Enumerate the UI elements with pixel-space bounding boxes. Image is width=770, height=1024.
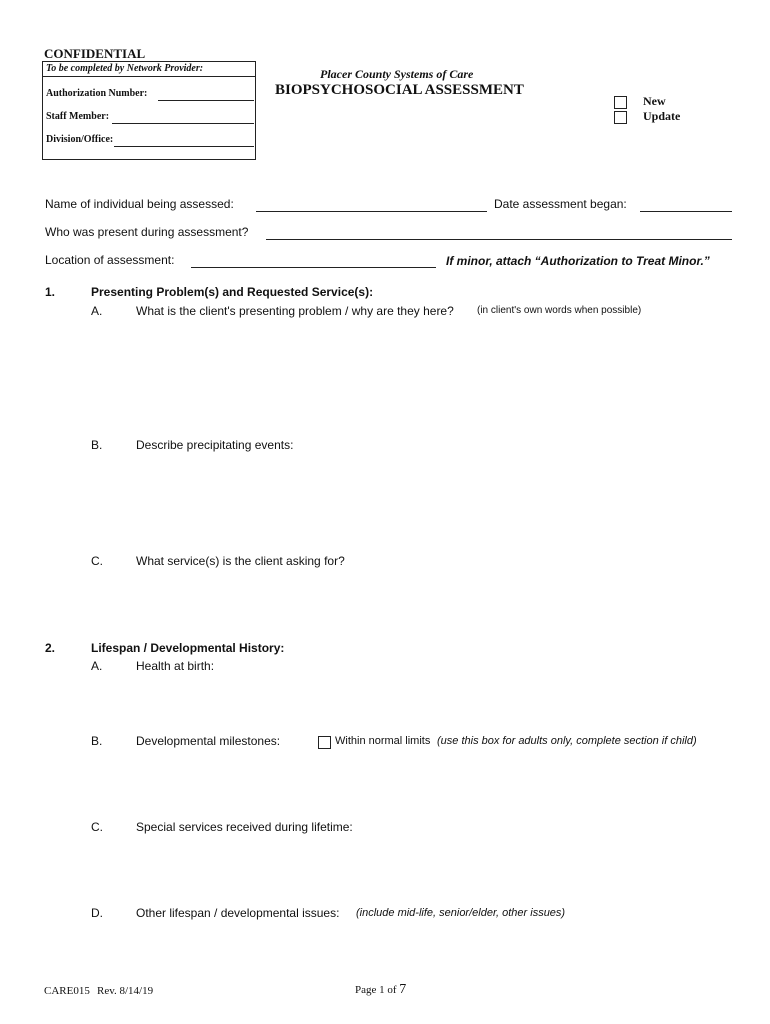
presenting-problem-note: (in client's own words when possible): [477, 305, 642, 316]
section-2-title: Lifespan / Developmental History:: [91, 641, 285, 655]
confidential-label: CONFIDENTIAL: [44, 46, 146, 61]
other-lifespan-issues-question: Other lifespan / developmental issues:: [136, 906, 340, 920]
other-lifespan-issues-note: (include mid-life, senior/elder, other issues): [356, 907, 566, 919]
within-normal-limits-label: Within normal limits: [335, 735, 431, 747]
section-2-number: 2.: [45, 641, 56, 655]
staff-member-label: Staff Member:: [46, 111, 110, 122]
presenting-problem-question: What is the client's presenting problem / why are they here?: [136, 304, 454, 318]
requested-services-question: What service(s) is the client asking for?: [136, 554, 345, 568]
developmental-milestones-note: (use this box for adults only, complete section if child): [437, 735, 697, 747]
item-2b-letter: B.: [91, 734, 103, 748]
staff-member-field[interactable]: [112, 123, 254, 124]
division-office-field[interactable]: [114, 146, 254, 147]
precipitating-events-question: Describe precipitating events:: [136, 438, 294, 452]
page-indicator: [355, 982, 406, 998]
individual-name-label: Name of individual being assessed:: [45, 197, 234, 211]
present-during-assessment-label: Who was present during assessment?: [45, 225, 249, 239]
within-normal-limits-checkbox[interactable]: [318, 736, 331, 749]
section-1-number: 1.: [45, 285, 56, 299]
assessment-date-label: Date assessment began:: [494, 197, 627, 211]
item-2c-letter: C.: [91, 820, 103, 834]
provider-note: To be completed by Network Provider:: [46, 63, 204, 74]
authorization-number-label: Authorization Number:: [46, 88, 148, 99]
item-2d-letter: D.: [91, 906, 103, 920]
update-label: Update: [643, 109, 681, 123]
item-1c-letter: C.: [91, 554, 103, 568]
page-indicator-total: 7: [399, 982, 407, 997]
special-services-question: Special services received during lifetime:: [136, 820, 353, 834]
authorization-number-field[interactable]: [158, 100, 254, 101]
developmental-milestones-question: Developmental milestones:: [136, 734, 281, 748]
page-title: BIOPSYCHOSOCIAL ASSESSMENT: [275, 82, 524, 98]
form-code: CARE015: [44, 985, 90, 997]
page-indicator-prefix: Page 1 of: [355, 984, 397, 996]
update-checkbox[interactable]: [614, 111, 627, 124]
form-revision: Rev. 8/14/19: [97, 985, 154, 997]
provider-box-top-divider: [42, 61, 255, 62]
individual-name-field[interactable]: [256, 211, 487, 212]
new-checkbox[interactable]: [614, 96, 627, 109]
agency-name: Placer County Systems of Care: [320, 67, 474, 81]
item-1b-letter: B.: [91, 438, 103, 452]
section-1-title: Presenting Problem(s) and Requested Service(s):: [91, 285, 374, 299]
division-office-label: Division/Office:: [46, 134, 114, 145]
item-1a-letter: A.: [91, 304, 103, 318]
present-during-assessment-field[interactable]: [266, 239, 732, 240]
assessment-date-field[interactable]: [640, 211, 732, 212]
minor-authorization-note: If minor, attach “Authorization to Treat Minor.”: [446, 254, 710, 268]
location-field[interactable]: [191, 267, 436, 268]
health-at-birth-question: Health at birth:: [136, 659, 215, 673]
provider-note-divider: [42, 76, 255, 77]
new-label: New: [643, 94, 666, 108]
location-label: Location of assessment:: [45, 253, 175, 267]
item-2a-letter: A.: [91, 659, 103, 673]
